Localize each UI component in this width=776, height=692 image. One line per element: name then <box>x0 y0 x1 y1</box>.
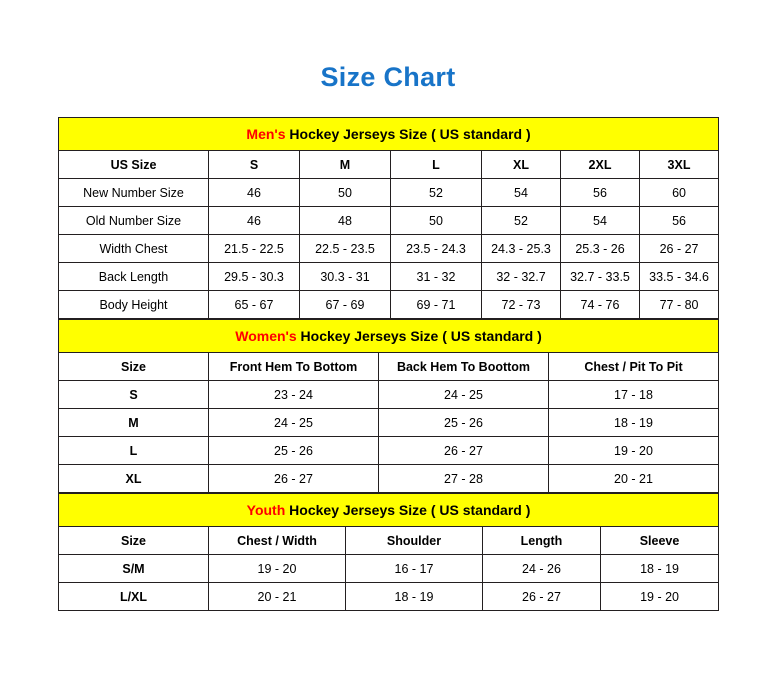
womens-section-header-rest: Hockey Jerseys Size ( US standard ) <box>296 328 542 344</box>
mens-row-3-label: Back Length <box>59 263 209 291</box>
mens-row-2-label: Width Chest <box>59 235 209 263</box>
womens-row-3-val-2: 20 - 21 <box>549 465 719 493</box>
youth-row-0-val-0: 19 - 20 <box>209 555 346 583</box>
mens-row-1-val-5: 56 <box>640 207 719 235</box>
table-row <box>59 409 719 437</box>
mens-col-3: L <box>391 151 482 179</box>
youth-row-1-val-1: 18 - 19 <box>346 583 483 611</box>
mens-row-3-val-3: 32 - 32.7 <box>482 263 561 291</box>
mens-row-1-val-4: 54 <box>561 207 640 235</box>
youth-column-header-row <box>59 527 719 555</box>
womens-row-1-val-1: 25 - 26 <box>379 409 549 437</box>
womens-row-1-val-0: 24 - 25 <box>209 409 379 437</box>
youth-row-0-val-3: 18 - 19 <box>601 555 719 583</box>
mens-row-4-val-5: 77 - 80 <box>640 291 719 319</box>
mens-col-6: 3XL <box>640 151 719 179</box>
mens-row-4-val-2: 69 - 71 <box>391 291 482 319</box>
womens-row-1-label: M <box>59 409 209 437</box>
mens-row-2-val-4: 25.3 - 26 <box>561 235 640 263</box>
mens-row-1-val-1: 48 <box>300 207 391 235</box>
mens-row-0-val-2: 52 <box>391 179 482 207</box>
mens-section-header-row <box>59 118 719 151</box>
mens-col-0: US Size <box>59 151 209 179</box>
table-row <box>59 437 719 465</box>
mens-row-1-val-2: 50 <box>391 207 482 235</box>
mens-row-0-val-5: 60 <box>640 179 719 207</box>
table-row <box>59 207 719 235</box>
mens-col-5: 2XL <box>561 151 640 179</box>
table-row <box>59 381 719 409</box>
womens-row-0-label: S <box>59 381 209 409</box>
table-row <box>59 291 719 319</box>
mens-row-2-val-0: 21.5 - 22.5 <box>209 235 300 263</box>
mens-row-1-label: Old Number Size <box>59 207 209 235</box>
youth-row-1-label: L/XL <box>59 583 209 611</box>
youth-size-table <box>58 493 719 611</box>
womens-row-3-val-1: 27 - 28 <box>379 465 549 493</box>
womens-row-1-val-2: 18 - 19 <box>549 409 719 437</box>
womens-row-0-val-2: 17 - 18 <box>549 381 719 409</box>
youth-section-header-rest: Hockey Jerseys Size ( US standard ) <box>285 502 531 518</box>
womens-row-0-val-1: 24 - 25 <box>379 381 549 409</box>
mens-row-2-val-3: 24.3 - 25.3 <box>482 235 561 263</box>
womens-column-header-row <box>59 353 719 381</box>
mens-col-4: XL <box>482 151 561 179</box>
youth-row-0-val-1: 16 - 17 <box>346 555 483 583</box>
mens-row-2-val-1: 22.5 - 23.5 <box>300 235 391 263</box>
mens-section-header <box>59 118 719 151</box>
mens-section-header-accent: Men's <box>246 126 286 142</box>
mens-row-4-val-0: 65 - 67 <box>209 291 300 319</box>
mens-row-1-val-0: 46 <box>209 207 300 235</box>
youth-section-header-row <box>59 494 719 527</box>
womens-col-1: Front Hem To Bottom <box>209 353 379 381</box>
womens-section-header <box>59 320 719 353</box>
mens-row-3-val-5: 33.5 - 34.6 <box>640 263 719 291</box>
mens-row-0-val-4: 56 <box>561 179 640 207</box>
mens-col-2: M <box>300 151 391 179</box>
mens-row-4-val-3: 72 - 73 <box>482 291 561 319</box>
mens-row-0-val-3: 54 <box>482 179 561 207</box>
youth-row-1-val-0: 20 - 21 <box>209 583 346 611</box>
womens-row-0-val-0: 23 - 24 <box>209 381 379 409</box>
womens-row-2-label: L <box>59 437 209 465</box>
youth-row-1-val-2: 26 - 27 <box>483 583 601 611</box>
mens-row-4-val-4: 74 - 76 <box>561 291 640 319</box>
mens-row-0-val-0: 46 <box>209 179 300 207</box>
table-row <box>59 235 719 263</box>
table-row <box>59 555 719 583</box>
womens-row-2-val-1: 26 - 27 <box>379 437 549 465</box>
mens-row-4-val-1: 67 - 69 <box>300 291 391 319</box>
womens-col-2: Back Hem To Boottom <box>379 353 549 381</box>
womens-col-0: Size <box>59 353 209 381</box>
size-chart-tables <box>58 117 718 611</box>
youth-col-3: Length <box>483 527 601 555</box>
youth-row-1-val-3: 19 - 20 <box>601 583 719 611</box>
mens-row-3-val-4: 32.7 - 33.5 <box>561 263 640 291</box>
womens-section-header-row <box>59 320 719 353</box>
womens-row-3-val-0: 26 - 27 <box>209 465 379 493</box>
page-title: Size Chart <box>320 62 456 92</box>
womens-col-3: Chest / Pit To Pit <box>549 353 719 381</box>
youth-col-1: Chest / Width <box>209 527 346 555</box>
youth-row-0-label: S/M <box>59 555 209 583</box>
womens-row-2-val-2: 19 - 20 <box>549 437 719 465</box>
mens-row-2-val-2: 23.5 - 24.3 <box>391 235 482 263</box>
mens-column-header-row <box>59 151 719 179</box>
mens-row-3-val-2: 31 - 32 <box>391 263 482 291</box>
mens-section-header-rest: Hockey Jerseys Size ( US standard ) <box>285 126 531 142</box>
womens-size-table <box>58 319 719 493</box>
youth-section-header <box>59 494 719 527</box>
table-row <box>59 583 719 611</box>
mens-row-0-label: New Number Size <box>59 179 209 207</box>
mens-size-table <box>58 117 719 319</box>
youth-row-0-val-2: 24 - 26 <box>483 555 601 583</box>
table-row <box>59 179 719 207</box>
womens-section-header-accent: Women's <box>235 328 297 344</box>
womens-row-2-val-0: 25 - 26 <box>209 437 379 465</box>
table-row <box>59 263 719 291</box>
youth-col-2: Shoulder <box>346 527 483 555</box>
mens-row-4-label: Body Height <box>59 291 209 319</box>
youth-section-header-accent: Youth <box>246 502 286 518</box>
mens-row-0-val-1: 50 <box>300 179 391 207</box>
mens-row-1-val-3: 52 <box>482 207 561 235</box>
mens-row-3-val-0: 29.5 - 30.3 <box>209 263 300 291</box>
mens-row-2-val-5: 26 - 27 <box>640 235 719 263</box>
womens-row-3-label: XL <box>59 465 209 493</box>
youth-col-0: Size <box>59 527 209 555</box>
youth-col-4: Sleeve <box>601 527 719 555</box>
mens-row-3-val-1: 30.3 - 31 <box>300 263 391 291</box>
table-row <box>59 465 719 493</box>
mens-col-1: S <box>209 151 300 179</box>
